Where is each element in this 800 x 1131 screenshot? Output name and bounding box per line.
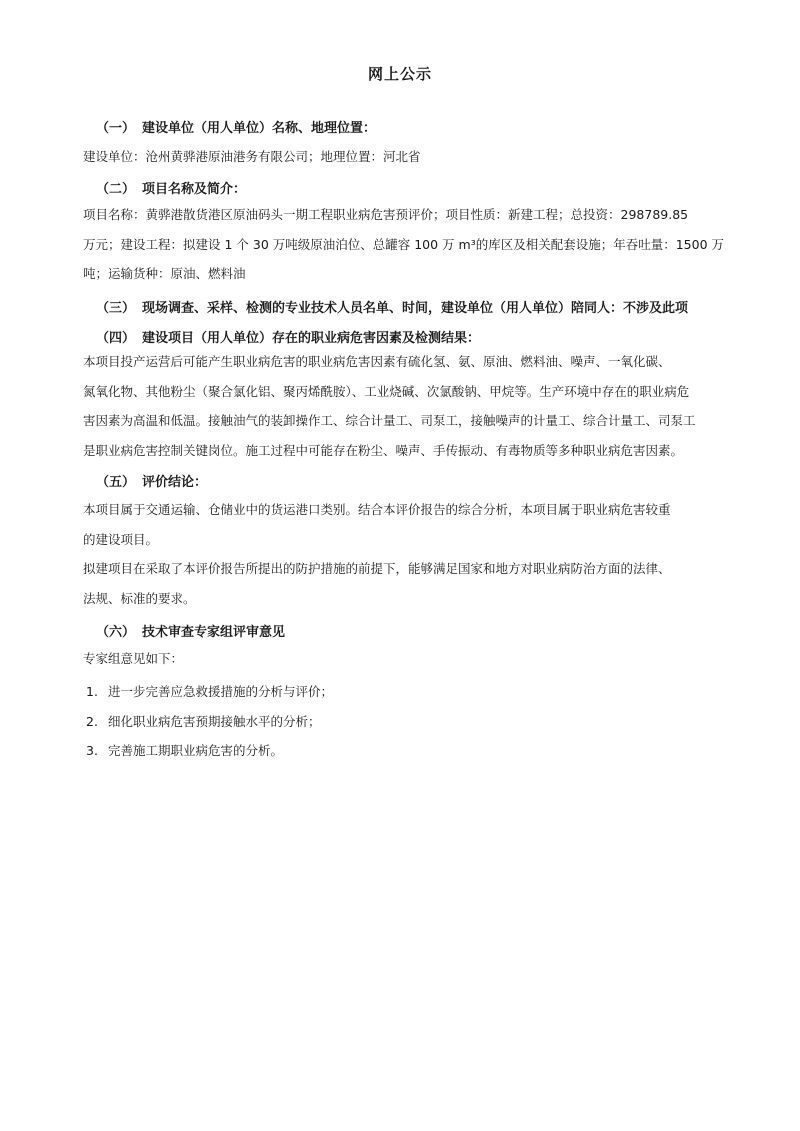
section-2-title: 项目名称及简介： — [142, 182, 247, 197]
section-4-heading — [96, 327, 480, 346]
expert-opinion-text: 完善施工期职业病危害的分析。 — [108, 743, 284, 758]
section-2-line: 万元；建设工程：拟建设 1 个 30 万吨级原油泊位、总罐容 100 万 m³的库区及相关配套设施；年吞吐量：1500 万 — [83, 236, 725, 252]
expert-opinion-item — [86, 712, 321, 730]
section-3-number: （三） — [96, 301, 136, 316]
section-2-line: 吨；运输货种：原油、燃料油 — [83, 266, 246, 281]
section-4-line: 本项目投产运营后可能产生职业病危害的职业病危害因素有硫化氢、氨、原油、燃料油、噪声、一氧化碳、 — [83, 354, 671, 369]
expert-opinion-item — [86, 682, 333, 700]
section-4-line: 是职业病危害控制关键岗位。施工过程中可能存在粉尘、噪声、手传振动、有毒物质等多种职业病危害因素。 — [83, 442, 684, 458]
section-4-line: 害因素为高温和低温。接触油气的装卸操作工、综合计量工、司泵工，接触噪声的计量工、综合计量工、司泵工 — [83, 413, 696, 428]
section-5-line: 拟建项目在采取了本评价报告所提出的防护措施的前提下，能够满足国家和地方对职业病防治方面的法律、 — [83, 561, 671, 576]
section-1-title: 建设单位（用人单位）名称、地理位置： — [142, 121, 377, 136]
section-4-title: 建设项目（用人单位）存在的职业病危害因素及检测结果： — [142, 331, 481, 346]
section-5-title: 评价结论： — [142, 475, 208, 490]
section-3-heading — [96, 297, 688, 316]
expert-opinion-index: 3. — [86, 743, 98, 758]
section-1-line: 建设单位：沧州黄骅港原油港务有限公司；地理位置：河北省 — [83, 149, 421, 164]
expert-opinion-text: 细化职业病危害预期接触水平的分析； — [108, 714, 321, 729]
section-5-line: 本项目属于交通运输、仓储业中的货运港口类别。结合本评价报告的综合分析，本项目属于职业病危害较重 — [83, 502, 671, 517]
section-4-line: 氮氧化物、其他粉尘（聚合氯化铝、聚丙烯酰胺）、工业烧碱、次氯酸钠、甲烷等。生产环境中存在的职业病危 — [83, 383, 690, 399]
page-title: 网上公示 — [367, 65, 432, 83]
section-6-title: 技术审查专家组评审意见 — [142, 625, 286, 640]
section-4-body — [83, 347, 743, 465]
section-2-line: 项目名称：黄骅港散货港区原油码头一期工程职业病危害预评价；项目性质：新建工程；总投资：298789.85 — [83, 207, 689, 222]
section-6-body — [83, 644, 743, 674]
expert-opinion-index: 2. — [86, 714, 98, 729]
section-5-line: 法规、标准的要求。 — [83, 590, 196, 606]
section-1-number: （一） — [96, 121, 136, 136]
section-1-body — [83, 142, 743, 172]
section-3-title: 现场调查、采样、检测的专业技术人员名单、时间，建设单位（用人单位）陪同人：不涉及此项 — [142, 301, 689, 316]
expert-opinion-index: 1. — [86, 684, 98, 699]
section-5-heading — [96, 471, 207, 490]
section-5-line: 的建设项目。 — [83, 531, 159, 547]
expert-opinion-item — [86, 741, 283, 759]
section-6-line: 专家组意见如下： — [83, 651, 184, 666]
section-5-body — [83, 495, 743, 613]
section-6-heading — [96, 621, 285, 640]
section-2-number: （二） — [96, 182, 136, 197]
section-4-number: （四） — [96, 331, 136, 346]
section-5-number: （五） — [96, 475, 136, 490]
section-6-number: （六） — [96, 625, 136, 640]
section-2-body — [83, 200, 743, 289]
expert-opinion-text: 进一步完善应急救援措施的分析与评价； — [108, 684, 334, 699]
section-2-heading — [96, 178, 246, 197]
section-1-heading — [96, 117, 376, 136]
